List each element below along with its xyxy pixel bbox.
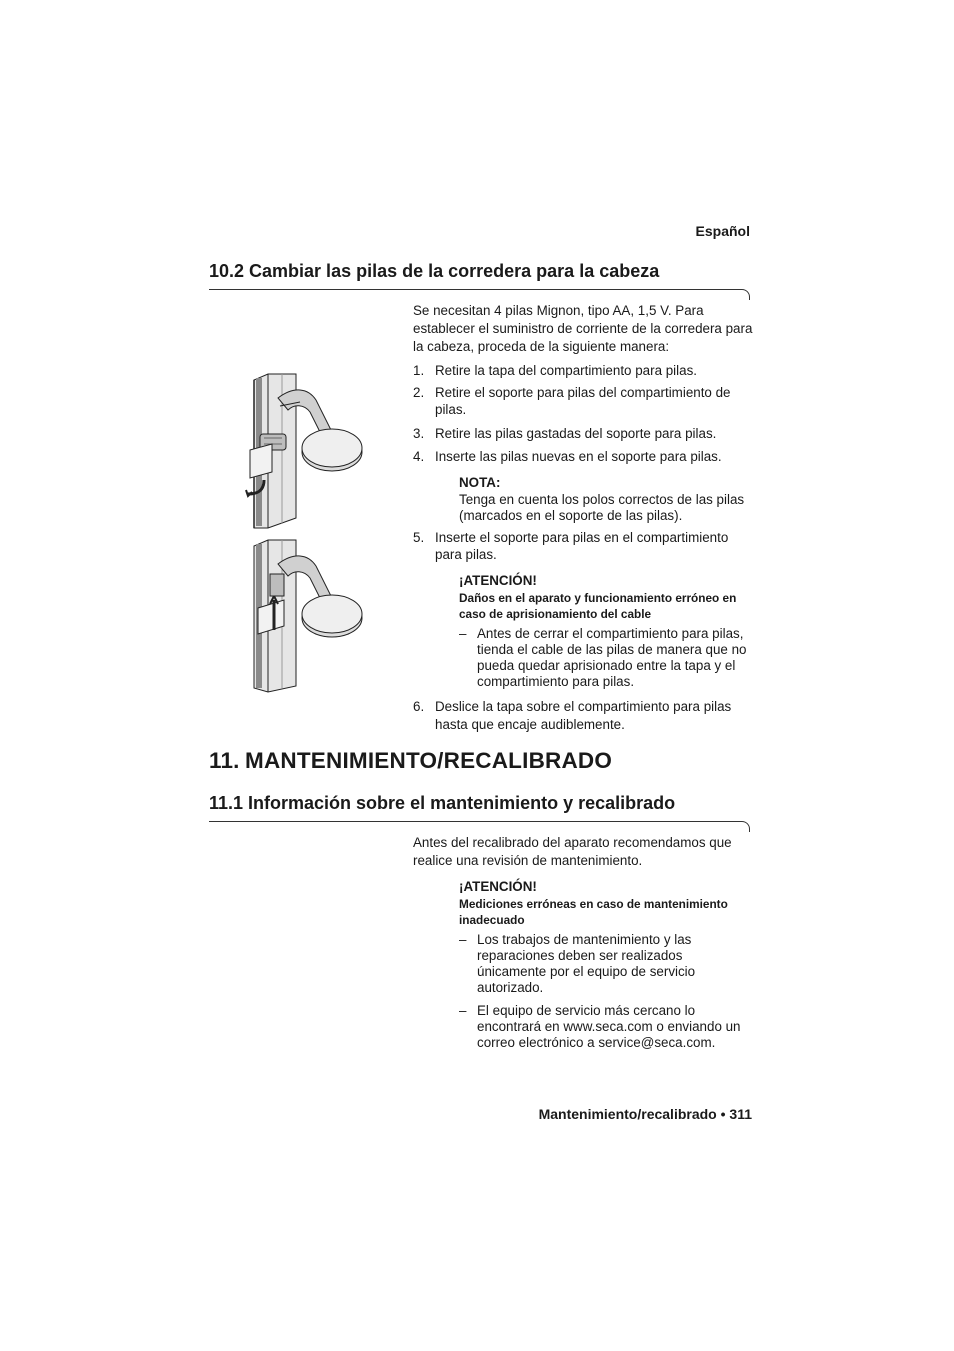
page-footer: Mantenimiento/recalibrado • 311 (538, 1106, 752, 1122)
note-text: Tenga en cuenta los polos correctos de las pilas (marcados en el soporte de las pilas). (459, 491, 745, 523)
section-11-1-title: 11.1 Información sobre el mantenimiento y recalibrado (209, 793, 676, 813)
language-label: Español (695, 223, 750, 239)
section-11-1-intro: Antes del recalibrado del aparato recomendamos que realice una revisión de mantenimiento. (413, 835, 732, 868)
warning-heading: ¡ATENCIÓN! (459, 573, 537, 588)
chapter-11-title: 11. MANTENIMIENTO/RECALIBRADO (209, 748, 613, 773)
section-10-2-title: 10.2 Cambiar las pilas de la corredera para la cabeza (209, 261, 660, 281)
note-heading: NOTA: (459, 475, 501, 490)
warning-subheading: Mediciones erróneas en caso de mantenimiento inadecuado (459, 896, 728, 927)
note-box (459, 475, 753, 525)
warning-box: ¡ATENCIÓN! Daños en el aparato y funcionamiento erróneo en caso de aprisionamiento del cable – Antes de cerrar el compartimiento para pilas, tienda el cable de las pilas de manera que no pueda quedar aprisionado entre la tapa y el compartimiento para pilas. (459, 573, 753, 696)
battery-replacement-illustration (244, 368, 374, 693)
section-rule (209, 821, 750, 832)
section-rule (209, 289, 750, 300)
warning-subheading: Daños en el aparato y funcionamiento erróneo en caso de aprisionamiento del cable (459, 590, 737, 621)
warning-heading: ¡ATENCIÓN! (459, 879, 537, 894)
warning-box: ¡ATENCIÓN! Mediciones erróneas en caso de mantenimiento inadecuado – Los trabajos de mantenimiento y las reparaciones deben ser realizados únicamente por el equipo de servicio autorizado. – El equipo de servicio más cercano lo encontrará en www.seca.com o enviando un correo electrónico a service@seca.com. (459, 879, 753, 1062)
section-10-2-intro: Se necesitan 4 pilas Mignon, tipo AA, 1,5 V. Para establecer el suministro de corriente de la corredera para la cabeza, proceda de la siguiente manera: (413, 303, 753, 354)
